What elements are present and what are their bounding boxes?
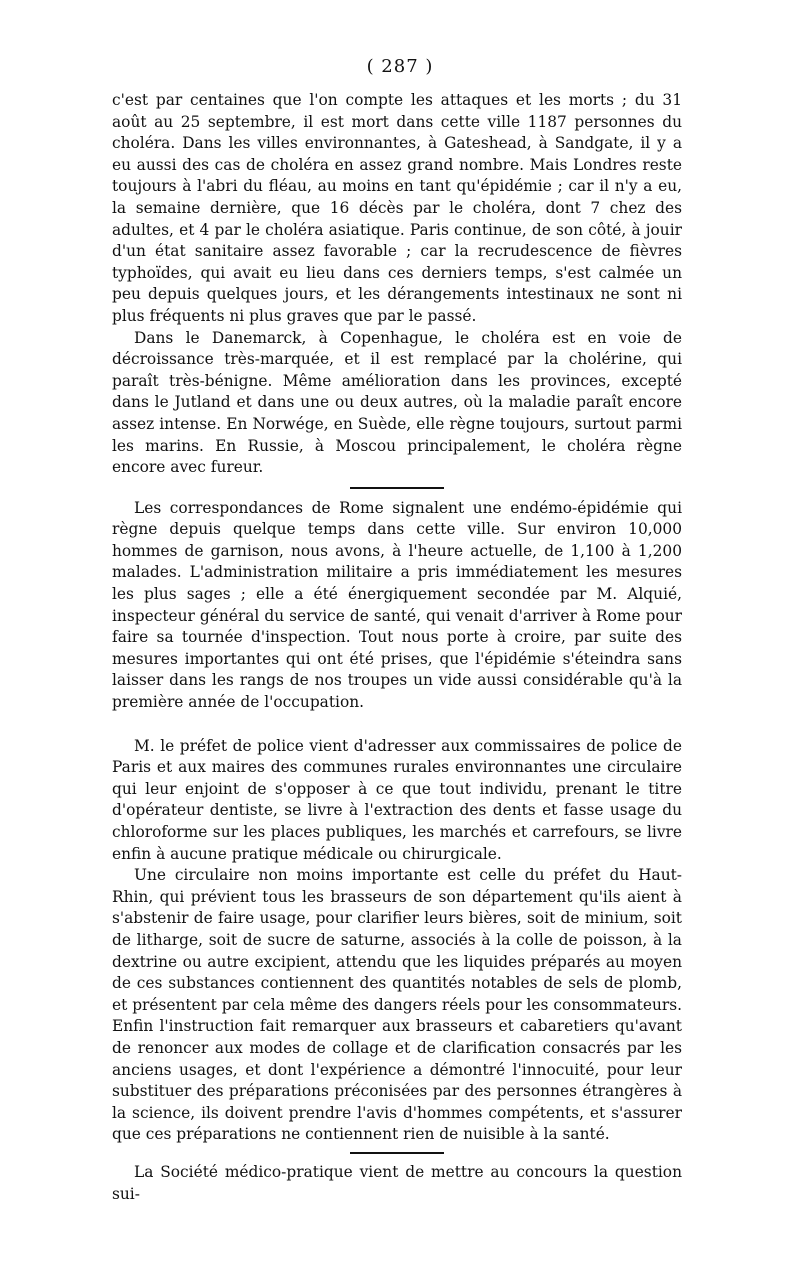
section-gap (112, 714, 682, 736)
paragraph-police-prefect: M. le préfet de police vient d'adresser aux commissaires de police de Paris et aux maires des communes rurales environnantes une circulaire qui leur enjoint de s'opposer à ce que tout individu, prenant le titre d'opérateur dentiste, se livre à l'extraction des dents et fasse usage du chloroforme sur les places publiques, les marchés et carrefours, se livre enfin à aucune pratique médicale ou chirurgicale. (112, 736, 682, 863)
page-number: ( 287 ) (366, 56, 434, 77)
paragraph-cholera-denmark: Dans le Danemarck, à Copenhague, le choléra est en voie de décroissance très-marquée, et il est remplacé par la cholérine, qui paraît très-bénigne. Même amélioration dans les provinces, excepté dans le Jutland et dans une ou deux autres, où la maladie paraît encore assez intense. En Norwége, en Suède, elle règne toujours, surtout parmi les marins. En Russie, à Moscou principalement, le choléra règne encore avec fureur. (112, 328, 682, 477)
page-body (112, 90, 682, 1205)
section-divider (350, 487, 444, 489)
paragraph-rome-epidemic: Les correspondances de Rome signalent une endémo-épidémie qui règne depuis quelque temps dans cette ville. Sur environ 10,000 hommes de garnison, nous avons, à l'heure actuelle, de 1,100 à 1,200 malades. L'administration militaire a pris immédiatement les mesures les plus sages ; elle a été énergiquement secondée par M. Alquié, inspecteur général du service de santé, qui venait d'arriver à Rome pour faire sa tournée d'inspection. Tout nous porte à croire, par suite des mesures importantes qui ont été prises, que l'épidémie s'éteindra sans laisser dans les rangs de nos troupes un vide aussi considérable qu'à la première année de l'occupation. (112, 498, 682, 712)
paragraph-haut-rhin-circular: Une circulaire non moins importante est celle du préfet du Haut-Rhin, qui prévient tous les brasseurs de son département qu'ils aient à s'abstenir de faire usage, pour clarifier leurs bières, soit de minium, soit de litharge, soit de sucre de saturne, associés à la colle de poisson, à la dextrine ou autre excipient, attendu que les liquides préparés au moyen de ces substances contiennent des quantités notables de sels de plomb, et présentent par cela même des dangers réels pour les consommateurs. Enfin l'instruction fait remarquer aux brasseurs et cabaretiers qu'avant de renoncer aux modes de collage et de clarification consacrés par les anciens usages, et dont l'expérience a démontré l'innocuité, pour leur substituer des préparations préconisées par des personnes étrangères à la science, ils doivent prendre l'avis d'hommes compétents, et s'assurer que ces préparations ne contiennent rien de nuisible à la santé. (112, 866, 682, 1144)
paragraph-societe-medico-pratique: La Société médico-pratique vient de mettre au concours la question sui- (112, 1162, 682, 1203)
section-divider (350, 1152, 444, 1154)
paragraph-cholera-england: c'est par centaines que l'on compte les attaques et les morts ; du 31 août au 25 septembre, il est mort dans cette ville 1187 personnes du choléra. Dans les villes environnantes, à Gateshead, à Sandgate, il y a eu aussi des cas de choléra en assez grand nombre. Mais Londres reste toujours à l'abri du fléau, au moins en tant qu'épidémie ; car il n'y a eu, la semaine dernière, que 16 décès par le choléra, dont 7 chez des adultes, et 4 par le choléra asiatique. Paris continue, de son côté, à jouir d'un état sanitaire assez favorable ; car la recrudescence de fièvres typhoïdes, qui avait eu lieu dans ces derniers temps, s'est calmée un peu depuis quelques jours, et les dérangements intestinaux ne sont ni plus fréquents ni plus graves que par le passé. (112, 91, 682, 325)
